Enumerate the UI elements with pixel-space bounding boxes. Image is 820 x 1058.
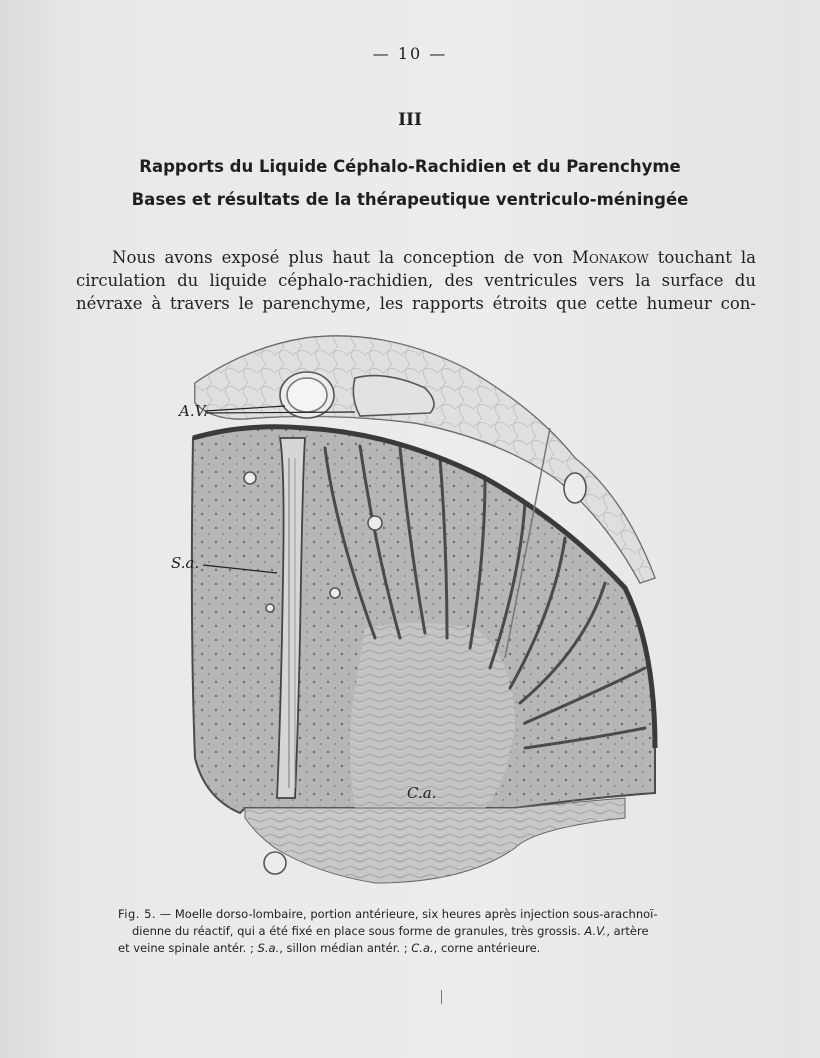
body-line-1-end: touchant la <box>648 248 756 267</box>
caption-line-1 <box>118 906 724 923</box>
caption-line-2-text: dienne du réactif, qui a été fixé en place sous forme de granules, très grossis. <box>132 924 585 938</box>
caption-line-3-start: et veine spinale antér. ; <box>118 941 258 955</box>
caption-abbr-ca: C.a. <box>411 941 434 955</box>
label-av: A.V. <box>179 402 208 420</box>
caption-line-3-mid: , sillon médian antér. ; <box>279 941 412 955</box>
label-ca: C.a. <box>407 784 437 802</box>
section-title-line-1: Rapports du Liquide Céphalo-Rachidien et du Parenchyme <box>139 157 681 176</box>
caption-abbr-av: A.V. <box>584 924 607 938</box>
section-number: III <box>398 110 422 130</box>
body-line-3: névraxe à travers le parenchyme, les rapports étroits que cette humeur con- <box>76 294 756 313</box>
figure-spinal-cord-section <box>171 328 665 893</box>
figure-label: Fig. 5. <box>118 907 157 921</box>
label-sa: S.a. <box>171 554 200 572</box>
caption-line-3-end: , corne antérieure. <box>433 941 541 955</box>
body-line-1-start: Nous avons exposé plus haut la conception de von <box>112 248 573 267</box>
margin-mark <box>441 990 442 1004</box>
body-paragraph <box>76 246 756 315</box>
figure-caption <box>118 906 724 957</box>
spinal-cord-illustration <box>171 328 665 893</box>
caption-line-1-text: — Moelle dorso-lombaire, portion antérieure, six heures après injection sous-arachnoï- <box>156 907 658 921</box>
caption-line-2-end: , artère <box>606 924 649 938</box>
section-title-line-2: Bases et résultats de la thérapeutique ventriculo-méningée <box>131 190 689 209</box>
caption-line-3 <box>118 940 724 957</box>
caption-abbr-sa: S.a. <box>257 941 280 955</box>
caption-line-2 <box>118 923 724 940</box>
page-number: — 10 — <box>372 44 448 63</box>
body-line-1 <box>76 246 756 269</box>
body-line-2: circulation du liquide céphalo-rachidien, des ventricules vers la surface du <box>76 271 756 290</box>
author-name: Monakow <box>572 248 649 267</box>
